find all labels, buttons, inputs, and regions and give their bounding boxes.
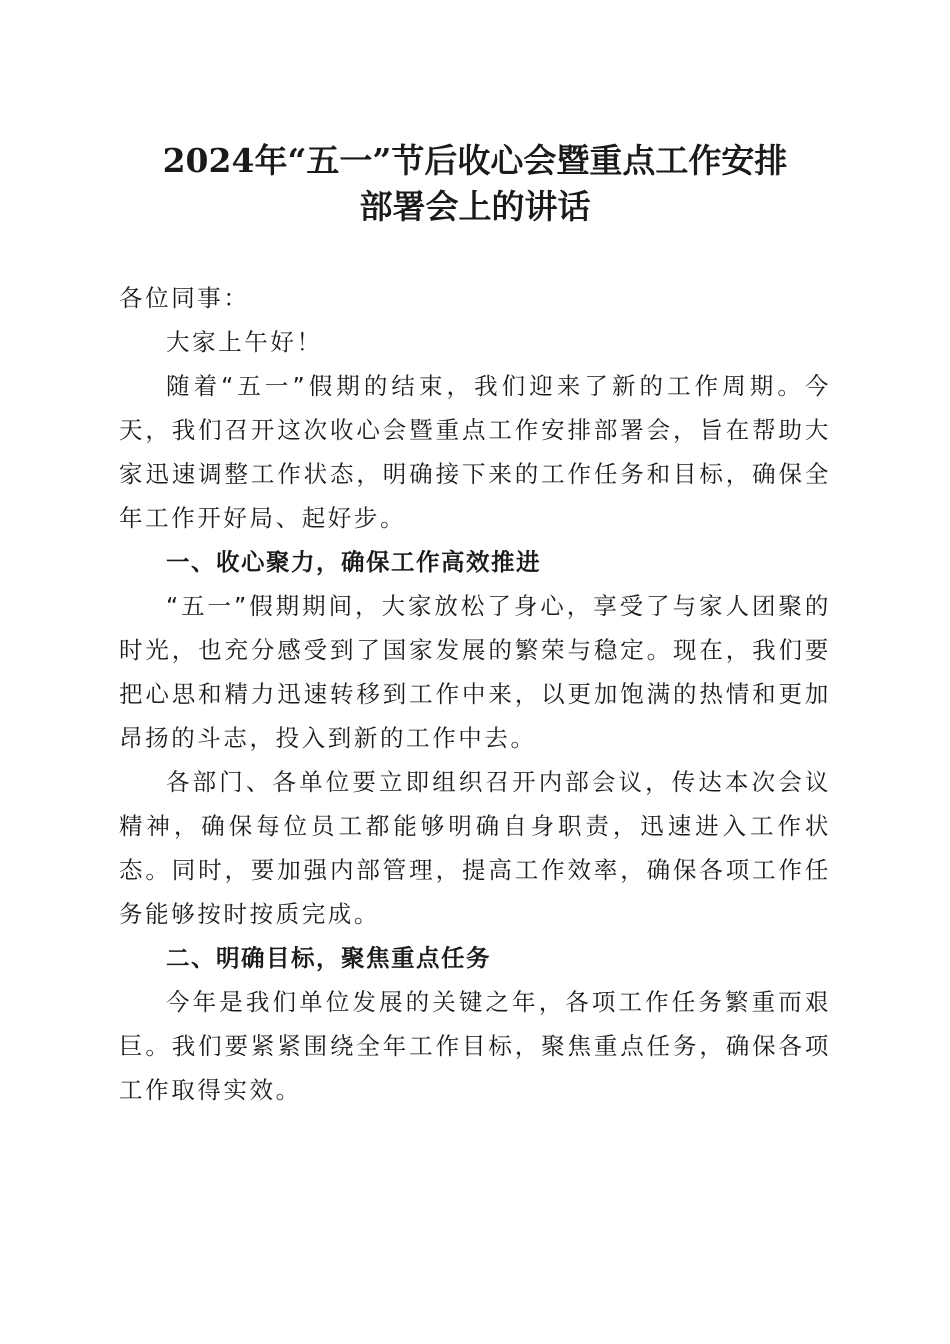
section-1-heading: 一、收心聚力，确保工作高效推进 bbox=[166, 548, 541, 576]
section-2-heading: 二、明确目标，聚焦重点任务 bbox=[166, 944, 491, 972]
document-title-line-1: 2024年“五一”节后收心会暨重点工作安排 bbox=[162, 141, 788, 180]
salutation: 各位同事： bbox=[119, 284, 250, 312]
document-title-line-2: 部署会上的讲话 bbox=[359, 187, 591, 226]
intro-paragraph: 随着“五一”假期的结束，我们迎来了新的工作周期。今天，我们召开这次收心会暨重点工作安排部署会，旨在帮助大家迅速调整工作状态，明确接下来的工作任务和目标，确保全年工作开好局、起好步。 bbox=[119, 372, 831, 532]
section-2-paragraph-1: 今年是我们单位发展的关键之年，各项工作任务繁重而艰巨。我们要紧紧围绕全年工作目标，聚焦重点任务，确保各项工作取得实效。 bbox=[119, 988, 831, 1104]
section-1-paragraph-2: 各部门、各单位要立即组织召开内部会议，传达本次会议精神，确保每位员工都能够明确自身职责，迅速进入工作状态。同时，要加强内部管理，提高工作效率，确保各项工作任务能够按时按质完成。 bbox=[119, 768, 831, 928]
section-1-paragraph-1: “五一”假期期间，大家放松了身心，享受了与家人团聚的时光，也充分感受到了国家发展的繁荣与稳定。现在，我们要把心思和精力迅速转移到工作中来，以更加饱满的热情和更加昂扬的斗志，投入到新的工作中去。 bbox=[119, 592, 831, 752]
greeting: 大家上午好！ bbox=[166, 328, 323, 356]
